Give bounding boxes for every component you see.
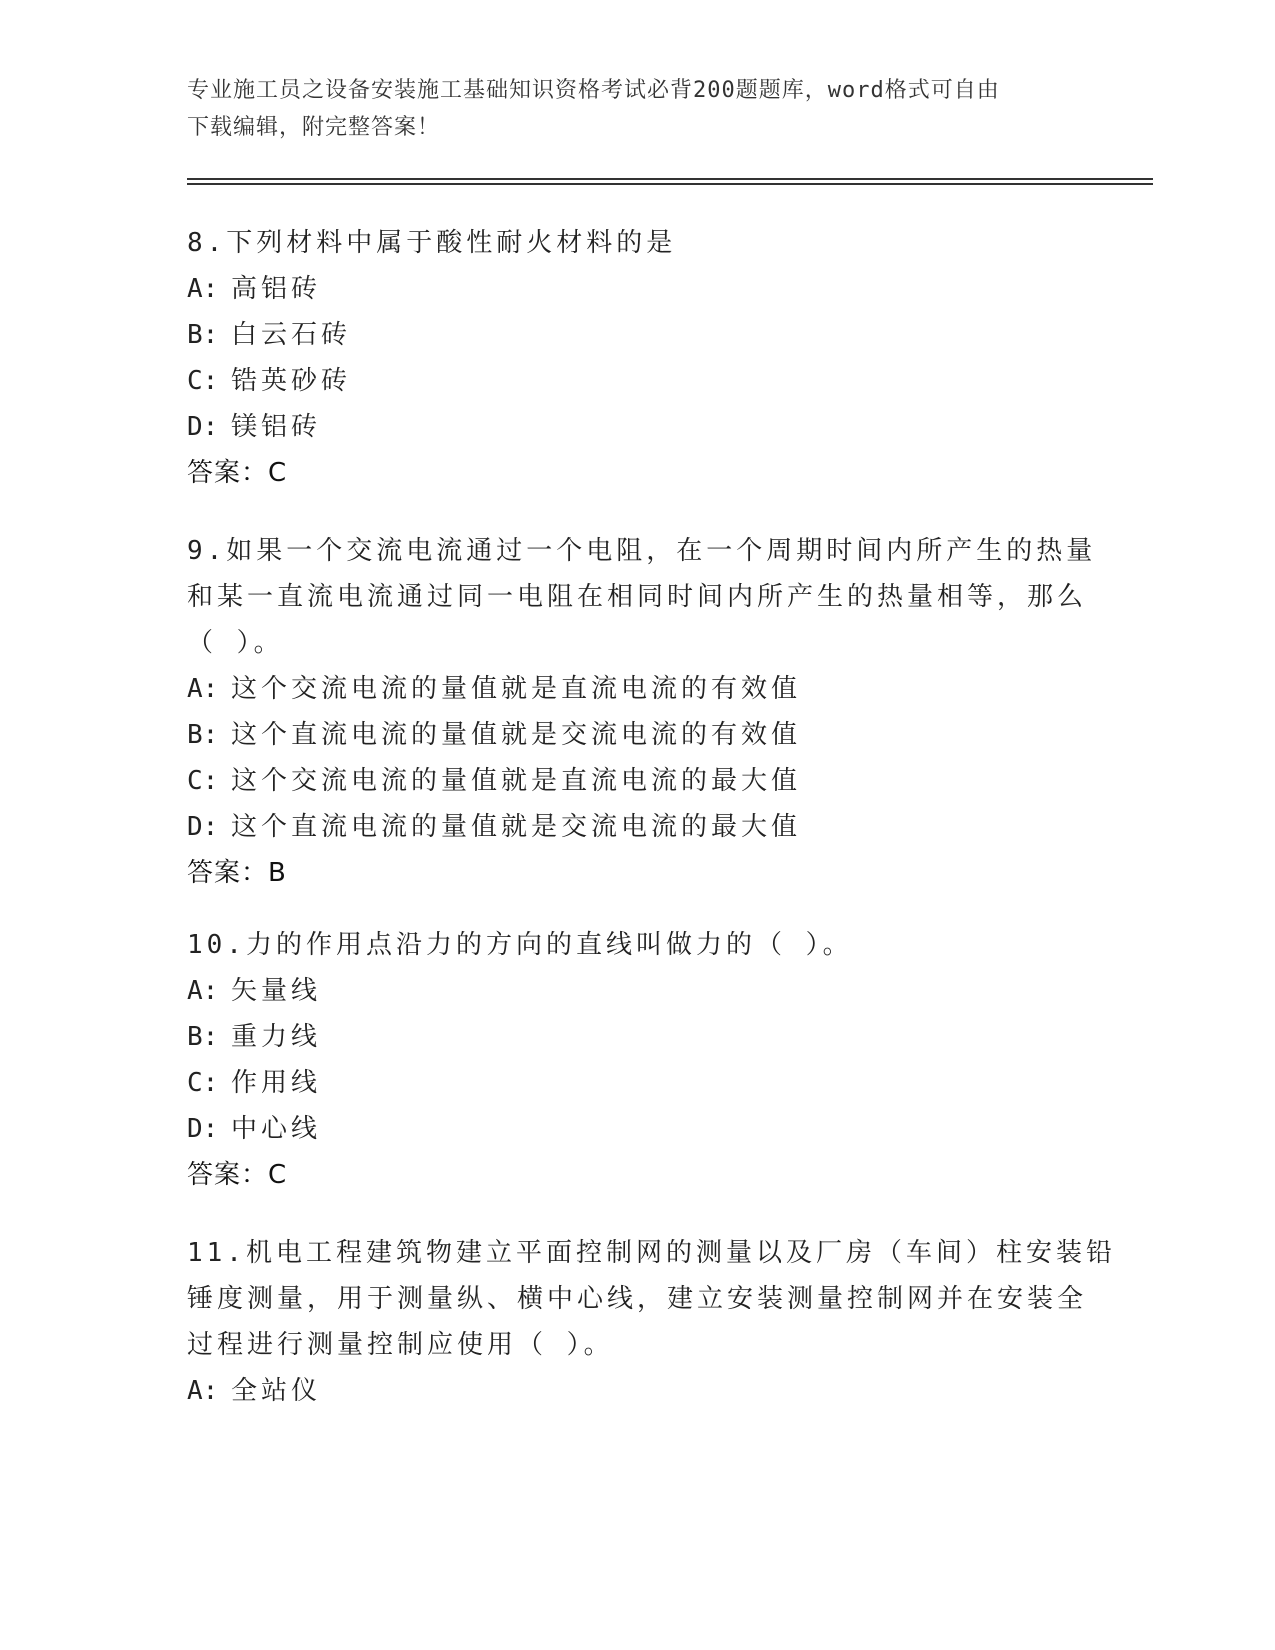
question-stem-line: 和某一直流电流通过同一电阻在相同时间内所产生的热量相等，那么 [187, 582, 1088, 612]
option-c [187, 758, 1087, 804]
header-divider-bottom [187, 183, 1153, 185]
option-d [187, 404, 1087, 450]
option-d [187, 1106, 1087, 1152]
option-letter: C: [187, 1068, 219, 1098]
option-letter: D: [187, 412, 219, 442]
option-text: 这个交流电流的量值就是直流电流的最大值 [231, 766, 802, 796]
option-b [187, 312, 1087, 358]
document-header [187, 72, 1087, 146]
option-d [187, 804, 1087, 850]
option-c [187, 358, 1087, 404]
option-letter: C: [187, 366, 219, 396]
header-divider-top [187, 178, 1153, 180]
question-stem-line: 8.下列材料中属于酸性耐火材料的是 [187, 228, 677, 258]
option-letter: B: [187, 320, 219, 350]
option-a [187, 1368, 1087, 1414]
option-b [187, 1014, 1087, 1060]
option-letter: A: [187, 674, 219, 704]
option-a [187, 968, 1087, 1014]
question-stem-line: 11.机电工程建筑物建立平面控制网的测量以及厂房（车间）柱安装铅 [187, 1238, 1116, 1268]
question-stem-line: 过程进行测量控制应使用（ ）。 [187, 1330, 614, 1360]
question-9 [187, 528, 1097, 896]
option-letter: B: [187, 720, 219, 750]
option-letter: D: [187, 812, 219, 842]
option-text: 矢量线 [231, 976, 322, 1006]
question-stem-line: （ ）。 [187, 628, 284, 658]
option-letter: B: [187, 1022, 219, 1052]
answer-line: 答案：B [187, 858, 287, 888]
option-text: 镁铝砖 [231, 412, 322, 442]
option-text: 重力线 [231, 1022, 322, 1052]
option-text: 白云石砖 [231, 320, 352, 350]
option-text: 这个直流电流的量值就是交流电流的最大值 [231, 812, 802, 842]
answer-line: 答案：C [187, 1160, 288, 1190]
option-a [187, 666, 1087, 712]
option-text: 作用线 [231, 1068, 322, 1098]
option-text: 中心线 [231, 1114, 322, 1144]
option-c [187, 1060, 1087, 1106]
option-b [187, 712, 1087, 758]
option-letter: C: [187, 766, 219, 796]
question-stem-line: 10.力的作用点沿力的方向的直线叫做力的（ ）。 [187, 930, 853, 960]
question-stem-line: 锤度测量，用于测量纵、横中心线，建立安装测量控制网并在安装全 [187, 1284, 1088, 1314]
option-letter: D: [187, 1114, 219, 1144]
option-text: 这个直流电流的量值就是交流电流的有效值 [231, 720, 802, 750]
option-a [187, 266, 1087, 312]
answer-line: 答案：C [187, 458, 288, 488]
option-letter: A: [187, 1376, 219, 1406]
option-text: 这个交流电流的量值就是直流电流的有效值 [231, 674, 802, 704]
question-11 [187, 1230, 1116, 1414]
question-8 [187, 220, 1087, 496]
option-letter: A: [187, 274, 219, 304]
question-10 [187, 922, 1087, 1198]
option-letter: A: [187, 976, 219, 1006]
header-line-1: 专业施工员之设备安装施工基础知识资格考试必背200题题库，word格式可自由 [187, 78, 1000, 103]
header-line-2: 下载编辑，附完整答案！ [187, 115, 441, 140]
option-text: 高铝砖 [231, 274, 322, 304]
question-stem-line: 9.如果一个交流电流通过一个电阻，在一个周期时间内所产生的热量 [187, 536, 1097, 566]
option-text: 全站仪 [231, 1376, 322, 1406]
option-text: 锆英砂砖 [231, 366, 352, 396]
